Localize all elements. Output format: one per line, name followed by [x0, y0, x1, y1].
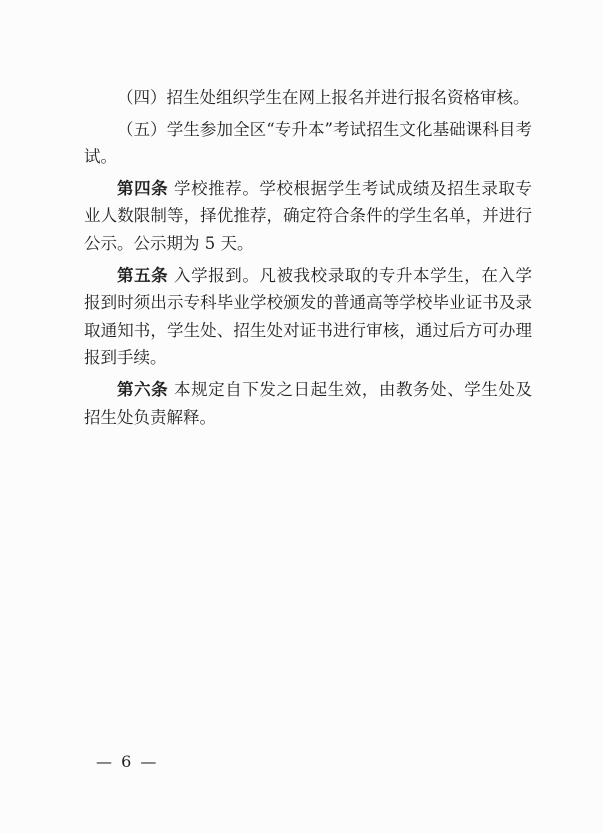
- paragraph-text: （四）招生处组织学生在网上报名并进行报名资格审核。: [117, 88, 530, 107]
- article-text: 学校推荐。学校根据学生考试成绩及招生录取专业人数限制等，择优推荐，确定符合条件的学生名单，并进行公示。公示期为 5 天。: [84, 178, 532, 253]
- paragraph-item-5: [84, 116, 532, 171]
- article-5: [84, 262, 532, 372]
- article-text: 入学报到。凡被我校录取的专升本学生，在入学报到时须出示专科毕业学校颁发的普通高等学校毕业证书及录取通知书，学生处、招生处对证书进行审核，通过后方可办理报到手续。: [84, 265, 532, 368]
- article-label: 第四条: [117, 178, 169, 198]
- document-body: [84, 84, 532, 431]
- article-label: 第五条: [117, 265, 169, 285]
- article-4: [84, 175, 532, 258]
- paragraph-text: （五）学生参加全区“专升本”考试招生文化基础课科目考试。: [84, 119, 532, 167]
- paragraph-item-4: [84, 84, 532, 112]
- page-number: — 6 —: [96, 752, 159, 771]
- article-label: 第六条: [117, 379, 169, 399]
- article-text: 本规定自下发之日起生效，由教务处、学生处及招生处负责解释。: [84, 379, 532, 427]
- article-6: [84, 376, 532, 431]
